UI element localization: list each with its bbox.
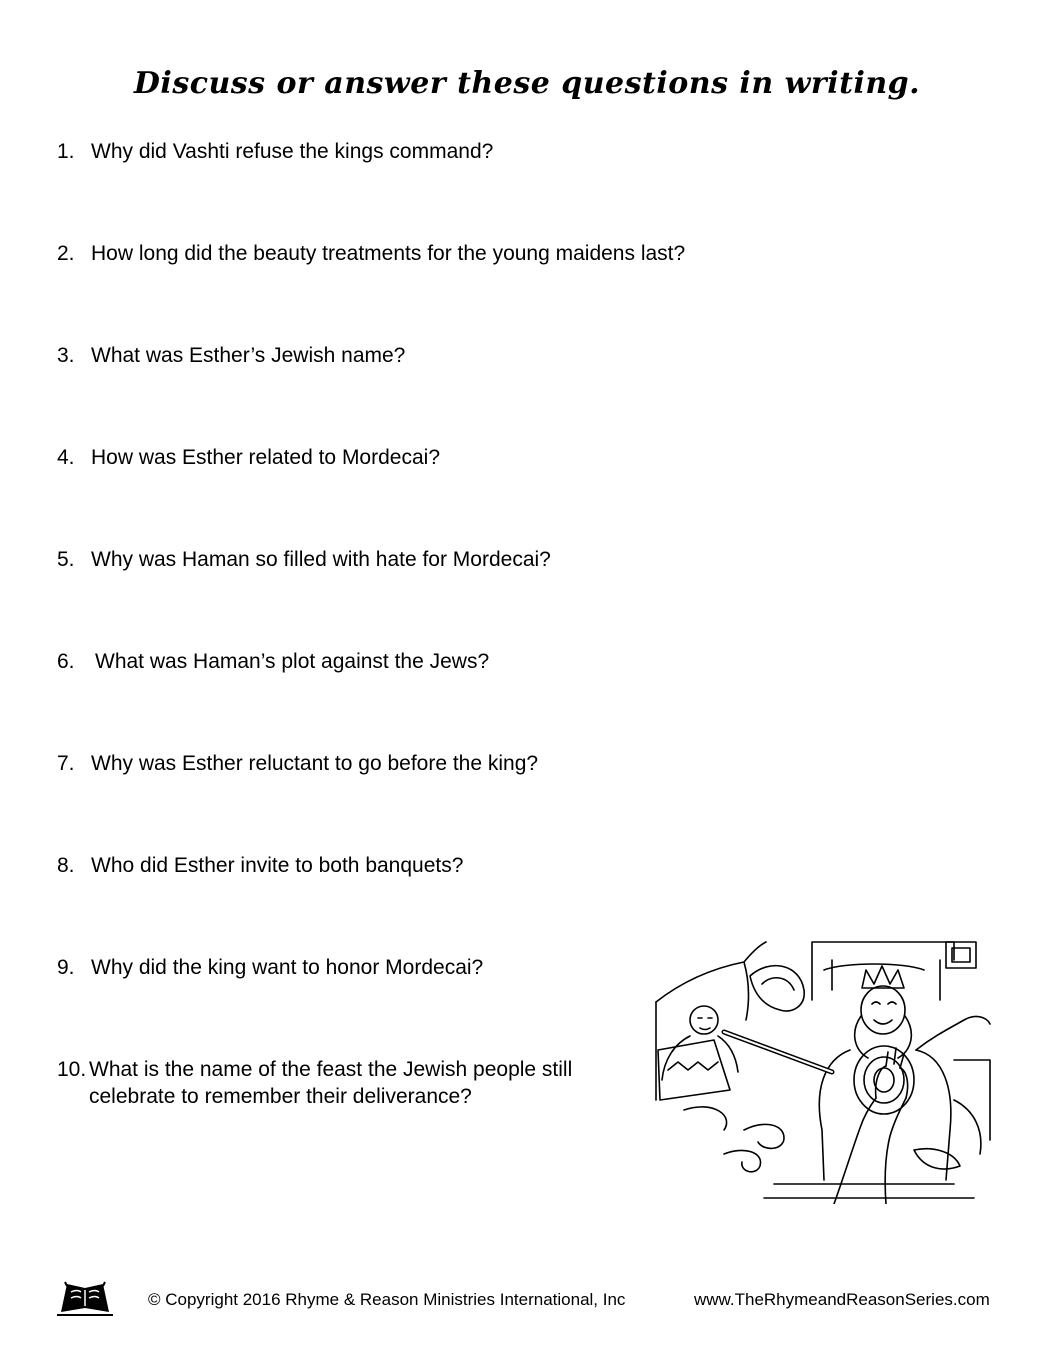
question-number: 9.	[57, 956, 75, 979]
question-7	[57, 750, 538, 777]
rhyme-reason-logo-icon	[57, 1278, 113, 1316]
question-text: What was Haman’s plot against the Jews?	[95, 650, 490, 673]
question-number: 4.	[57, 446, 75, 469]
question-4	[57, 444, 440, 471]
question-text: How was Esther related to Mordecai?	[91, 446, 440, 469]
question-5	[57, 546, 551, 573]
question-8	[57, 852, 463, 879]
question-number: 7.	[57, 752, 75, 775]
question-number: 6.	[57, 650, 75, 673]
page-title: Discuss or answer these questions in writing.	[133, 66, 921, 101]
website-url: www.TheRhymeandReasonSeries.com	[694, 1290, 990, 1309]
question-number: 3.	[57, 344, 75, 367]
question-10	[57, 1056, 572, 1110]
question-1	[57, 138, 493, 165]
question-number: 10.	[57, 1058, 87, 1081]
question-text: Why was Esther reluctant to go before the king?	[91, 752, 539, 775]
copyright-notice: © Copyright 2016 Rhyme & Reason Ministries International, Inc	[148, 1290, 626, 1309]
question-text: What is the name of the feast the Jewish people still	[89, 1058, 573, 1081]
question-number: 2.	[57, 242, 75, 265]
question-number: 1.	[57, 140, 75, 163]
king-throne-illustration	[654, 940, 994, 1204]
question-text: What was Esther’s Jewish name?	[91, 344, 406, 367]
question-text: Why was Haman so filled with hate for Mordecai?	[91, 548, 551, 571]
question-6	[57, 648, 489, 675]
question-text: Who did Esther invite to both banquets?	[91, 854, 464, 877]
question-text: Why did the king want to honor Mordecai?	[91, 956, 484, 979]
question-text-continued: celebrate to remember their deliverance?	[89, 1085, 472, 1108]
question-text: How long did the beauty treatments for the young maidens last?	[91, 242, 686, 265]
question-number: 8.	[57, 854, 75, 877]
question-9	[57, 954, 483, 981]
question-3	[57, 342, 405, 369]
question-text: Why did Vashti refuse the kings command?	[91, 140, 494, 163]
question-2	[57, 240, 685, 267]
question-number: 5.	[57, 548, 75, 571]
